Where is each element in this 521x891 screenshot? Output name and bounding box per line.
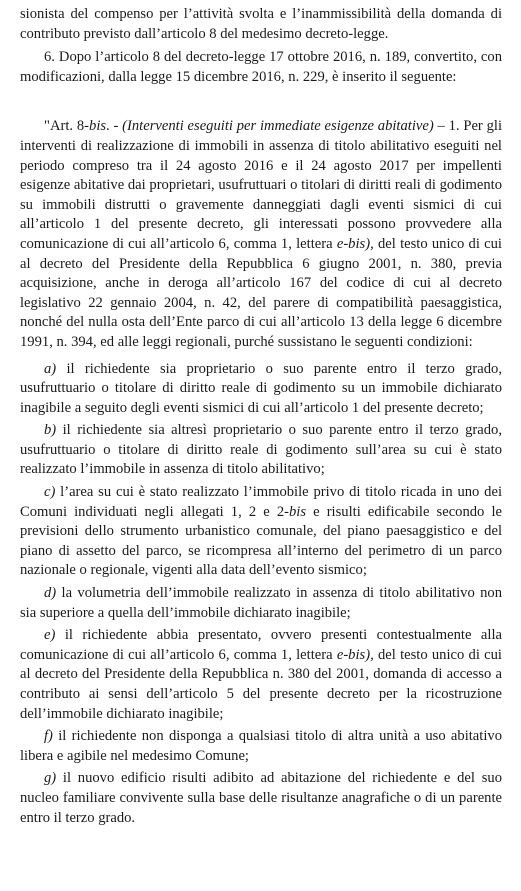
bis-suffix: bis [288,503,307,520]
item-letter-f: f) [44,728,53,745]
condition-g-text: il nuovo edificio risulti adibito ad abitazione del richiedente e del suo nucleo familiare convivente sulla base delle risultanze anagrafiche o di un parente entro il terzo grado. [20,770,502,826]
condition-a [20,360,502,419]
article-body-text-continued: del testo unico di cui al decreto del Presidente della Repubblica 6 giugno 2001, n. 380, previa acquisizione, anche in deroga all’articolo 167 del codice di cui al decreto legislativo 22 gennaio 2004, n. 42, del parere di compatibilità paesaggistica, nonché del nulla osta dell’Ente parco di cui all’articolo 13 della legge 6 dicembre 1991, n. 394, ed alle leggi regionali, purché sussistano le seguenti condizioni: [20,235,502,350]
condition-c-text: l’area su cui è stato realizzato l’immobile privo di titolo ricada in uno dei Comuni individuati negli allegati 1, 2 e 2- [20,484,502,520]
continued-paragraph: sionista del compenso per l’attività svolta e l’inammissibilità della domanda di contributo previsto dall’articolo 8 del medesimo decreto-legge. [20,6,502,42]
condition-e-text: il richiedente abbia presentato, ovvero presenti contestualmente alla comunicazione di cui all’articolo 6, comma 1, lettera [20,627,502,663]
article-rubric: (Interventi eseguiti per immediate esigenze abitative) [122,118,434,135]
item-letter-g: g) [44,770,57,787]
item-letter-c: c) [44,484,56,501]
item-letter-b: b) [44,422,57,439]
condition-e-text-continued: del testo unico di cui al decreto del Presidente della Repubblica n. 380 del 2001, domanda di accesso a contributo ai sensi dell’articolo 5 del presente decreto per la ricostruzione dell’immobile dichiarato inagibile; [20,646,502,722]
paragraph-6: 6. Dopo l’articolo 8 del decreto-legge 17 ottobre 2016, n. 189, convertito, con modificazioni, dalla legge 15 dicembre 2016, n. 229, è inserito il seguente: [20,49,502,85]
condition-b [20,421,502,480]
item-letter-d: d) [44,585,57,602]
article-body-text: – 1. Per gli interventi di realizzazione di immobili in assenza di titolo abilitativo eseguiti nel periodo compreso tra il 24 agosto 2016 e il 24 agosto 2017 per impellenti esigenze abitative dai proprietari, usufruttuari o titolari di diritti reali di godimento su immobili distrutti o gravemente danneggiati dagli eventi sismici di cui all’articolo 1 del presente decreto, gli interessati possono provvedere alla comunicazione di cui all’articolo 6, comma 1, lettera [20,118,502,252]
condition-g [20,769,502,828]
bis-suffix: bis [89,118,107,135]
article-heading-dash: . - [106,118,123,135]
condition-f [20,727,502,766]
article-heading-start: "Art. 8- [44,118,90,135]
condition-e [20,626,502,724]
item-letter-a: a) [44,360,57,377]
condition-c [20,483,502,581]
condition-c-text-continued: e risulti edificabile secondo le previsioni dello strumento urbanistico comunale, del piano paesaggistico e del piano di assetto del parco, se ricompresa all’interno del perimetro di un parco nazionale o regionale, vigenti alla data dell’evento sismico; [20,503,502,579]
item-letter-e: e) [44,627,56,644]
condition-d [20,584,502,623]
condition-f-text: il richiedente non disponga a qualsiasi titolo di altra unità a uso abitativo libera e agibile nel medesimo Comune; [20,728,502,764]
condition-a-text: il richiedente sia proprietario o suo parente entro il terzo grado, usufruttuario o titolare di diritto reale di godimento su un immobile dichiarato inagibile a seguito degli eventi sismici di cui all’articolo 1 del presente decreto; [20,360,502,416]
e-bis-reference: e-bis), [336,646,374,663]
condition-d-text: la volumetria dell’immobile realizzato in assenza di titolo abilitativo non sia superiore a quella dell’immobile dichiarato inagibile; [20,585,502,621]
condition-b-text: il richiedente sia altresì proprietario o suo parente entro il terzo grado, usufruttuario o titolare di diritto reale di godimento sull’area su cui è stato realizzato l’immobile in assenza di titolo abilitativo; [20,422,502,478]
e-bis-reference: e-bis), [336,235,374,252]
article-8-bis [20,117,502,352]
